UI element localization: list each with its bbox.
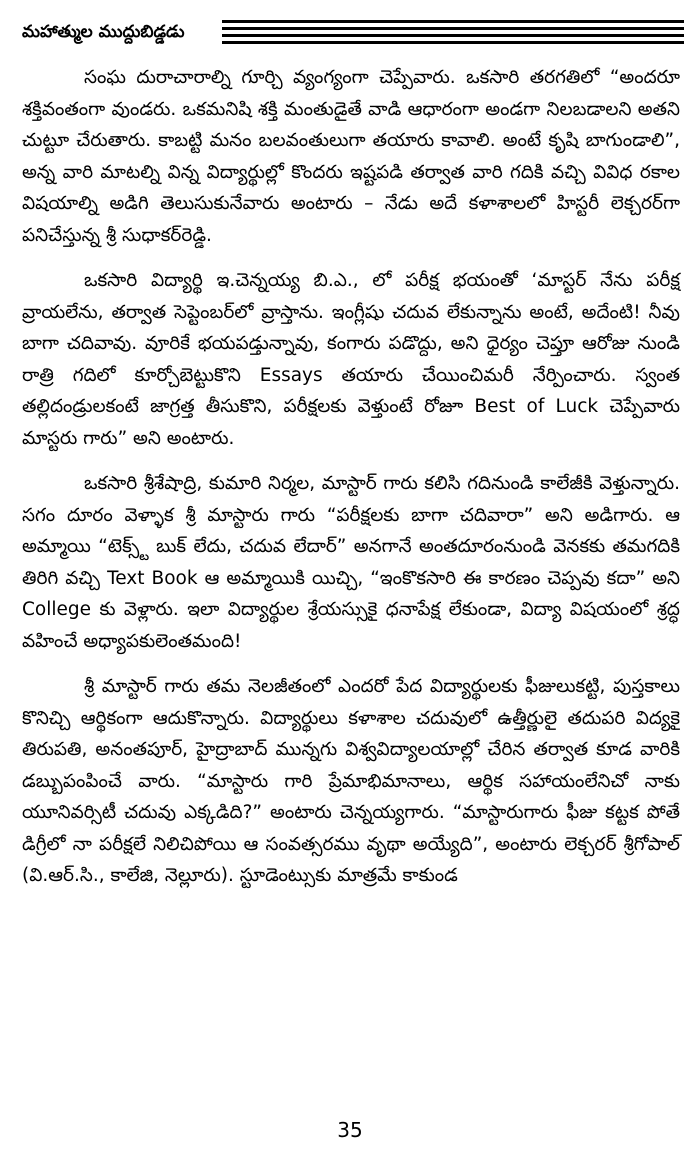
paragraph: ఒకసారి విద్యార్థి ఇ.చెన్నయ్య బి.ఎ., లో పరీక్ష భయంతో ‘మాస్టర్ నేను పరీక్ష వ్రాయలేను, తర్వాత సెప్టెంబర్‌లో వ్రాస్తాను. ఇంగ్లీషు చదువ లేకున్నాను అంటే, అదేంటి! నీవు బాగా చదివావు. వూరికే భయపడ్తున్నావు, కంగారు పడొద్దు, అని ధైర్యం చెప్తూ ఆరోజు నుండి రాత్రి గదిలో కూర్చోబెట్టుకొని Essays తయారు చేయించిమరీ నేర్పించారు. స్వంత తల్లిదండ్రులకంటే జాగ్రత్త తీసుకొని, పరీక్షలకు వెళ్తుంటే రోజూ Best of Luck చెప్పేవారు మాస్టరు గారు” అని అంటారు. (22, 270, 680, 449)
header-rule-lines (222, 20, 684, 48)
header-rule-line (222, 34, 684, 37)
paragraph: ఒకసారి శ్రీశేషాద్రి, కుమారి నిర్మల, మాస్టార్ గారు కలిసి గదినుండి కాలేజీకి వెళ్తున్నారు. సగం దూరం వెళ్ళాక శ్రీ మాస్టారు గారు “పరీక్షలకు బాగా చదివారా” అని అడిగారు. ఆ అమ్మాయి “టెక్స్ట్ బుక్ లేదు, చదువ లేదార్” అనగానే అంతదూరంనుండి వెనకకు తమగదికి తిరిగి వచ్చి Text Book ఆ అమ్మాయికి యిచ్చి, “ఇంకొకసారి ఈ కారణం చెప్పవు కదా” అని College కు వెళ్లారు. ఇలా విద్యార్థుల శ్రేయస్సుకై ధనాపేక్ష లేకుండా, విద్యా విషయంలో శ్రద్ధ వహించే అధ్యాపకులెంతమంది! (22, 473, 680, 652)
page-number: 35 (337, 1118, 363, 1142)
header-rule-line (222, 27, 684, 30)
running-header (22, 18, 684, 58)
header-rule-line (222, 41, 684, 44)
header-rule-line (222, 20, 684, 23)
paragraph: సంఘ దురాచారాల్ని గూర్చి వ్యంగ్యంగా చెప్పేవారు. ఒకసారి తరగతిలో “అందరూ శక్తివంతంగా వుండరు. ఒకమనిషి శక్తి మంతుడైతే వాడి ఆధారంగా అండగా నిలబడాలని అతని చుట్టూ చేరుతారు. కాబట్టి మనం బలవంతులుగా తయారు కావాలి. అంటే కృషి బాగుండాలి”, అన్న వారి మాటల్ని విన్న విద్యార్థుల్లో కొందరు ఇష్టపడి తర్వాత వారి గదికి వచ్చి వివిధ రకాల విషయాల్ని అడిగి తెలుసుకునేవారు అంటారు – నేడు అదే కళాశాలలో హిస్టరీ లెక్చరర్‌గా పనిచేస్తున్న శ్రీ సుధాకర్‌రెడ్డి. (22, 67, 680, 246)
paragraph: శ్రీ మాస్టార్ గారు తమ నెలజీతంలో ఎందరో పేద విద్యార్థులకు ఫీజులుకట్టి, పుస్తకాలు కొనిచ్చి ఆర్థికంగా ఆదుకొన్నారు. విద్యార్థులు కళాశాల చదువులో ఉత్తీర్ణులై తదుపరి విద్యకై తిరుపతి, అనంతపూర్, హైద్రాబాద్ మున్నగు విశ్వవిద్యాలయాల్లో చేరిన తర్వాత కూడ వారికి డబ్బుపంపించే వారు. “మాస్టారు గారి ప్రేమాభిమానాలు, ఆర్థిక సహాయంలేనిచో నాకు యూనివర్సిటీ చదువు ఎక్కడిది?” అంటారు చెన్నయ్యగారు. “మాస్టారుగారు ఫీజు కట్టక పోతే డిగ్రీలో నా పరీక్షలే నిలిచిపోయి ఆ సంవత్సరము వృథా అయ్యేది”, అంటారు లెక్చరర్ శ్రీగోపాల్ (వి.ఆర్.సి., కాలేజి, నెల్లూరు). స్టూడెంట్సుకు మాత్రమే కాకుండ (22, 676, 680, 886)
header-title: మహాత్ముల ముద్దుబిడ్డడు (22, 22, 185, 42)
page-body (22, 62, 680, 906)
